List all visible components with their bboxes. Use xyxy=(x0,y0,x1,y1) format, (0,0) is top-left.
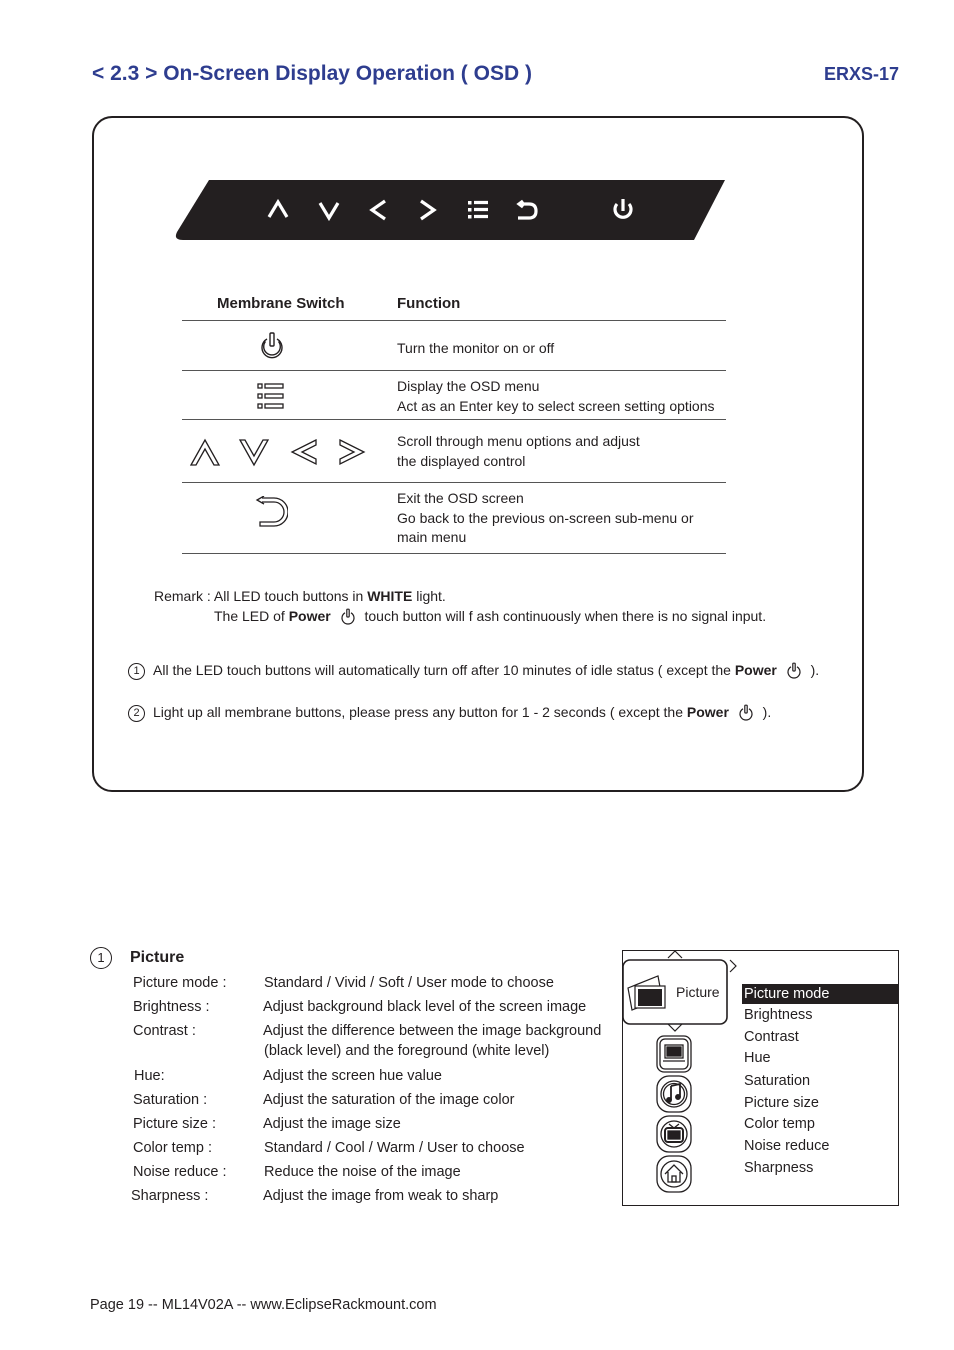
osd-menu-item[interactable]: Brightness xyxy=(744,1007,813,1023)
power-icon xyxy=(339,608,357,626)
table-divider xyxy=(182,482,726,483)
setting-label: Saturation : xyxy=(133,1092,208,1108)
number-badge: 1 xyxy=(90,947,112,969)
osd-menu-item[interactable]: Color temp xyxy=(744,1116,815,1132)
osd-menu-item[interactable]: Contrast xyxy=(744,1029,799,1045)
setting-label: Brightness : xyxy=(133,999,210,1015)
monitor-icon[interactable] xyxy=(657,1036,691,1072)
number-badge: 1 xyxy=(128,663,145,680)
page-footer: Page 19 -- ML14V02A -- www.EclipseRackmount.com xyxy=(90,1297,437,1313)
setting-desc: Adjust the saturation of the image color xyxy=(263,1092,515,1108)
table-divider xyxy=(182,320,726,321)
menu-icon xyxy=(257,382,285,410)
tv-icon[interactable] xyxy=(657,1116,691,1152)
up-icon xyxy=(191,440,219,465)
setting-label: Sharpness : xyxy=(131,1188,209,1204)
setting-label: Noise reduce : xyxy=(133,1164,227,1180)
menu-icon[interactable] xyxy=(468,201,488,219)
setting-desc: Standard / Vivid / Soft / User mode to choose xyxy=(264,975,554,991)
setting-desc: Adjust the screen hue value xyxy=(263,1068,442,1084)
music-icon[interactable] xyxy=(657,1076,691,1112)
table-row: Exit the OSD screen Go back to the previous on-screen sub-menu or main menu xyxy=(397,490,694,545)
arrows-icon xyxy=(188,436,368,468)
osd-menu-item[interactable]: Hue xyxy=(744,1050,771,1066)
remark-line-2: The LED of Power touch button will f ash continuously when there is no signal input. xyxy=(214,606,766,626)
osd-menu-item[interactable]: Picture mode xyxy=(744,986,830,1002)
setting-label: Color temp : xyxy=(133,1140,212,1156)
setting-desc: Adjust background black level of the screen image xyxy=(263,999,587,1015)
power-icon xyxy=(785,662,803,680)
setting-label: Picture mode : xyxy=(133,975,227,991)
setting-label: Picture size : xyxy=(133,1116,216,1132)
osd-menu-item[interactable]: Sharpness xyxy=(744,1160,814,1176)
table-row: Turn the monitor on or off xyxy=(397,340,555,356)
left-icon xyxy=(292,440,316,464)
table-row: Display the OSD menu Act as an Enter key to select screen setting options xyxy=(397,378,715,414)
osd-menu-item[interactable]: Saturation xyxy=(744,1073,811,1089)
model-name: ERXS-17 xyxy=(823,64,899,84)
power-icon xyxy=(257,331,287,361)
setting-desc: Reduce the noise of the image xyxy=(264,1164,461,1180)
setting-desc: Adjust the difference between the image background xyxy=(263,1023,602,1039)
number-badge: 2 xyxy=(128,705,145,722)
table-divider xyxy=(182,370,726,371)
note-1: 1 All the LED touch buttons will automatically turn off after 10 minutes of idle status ( except the Power ). xyxy=(128,662,819,680)
right-icon xyxy=(340,440,364,464)
back-icon xyxy=(254,496,288,528)
page-title: < 2.3 > On-Screen Display Operation ( OSD ) xyxy=(92,62,532,85)
col-function-header: Function xyxy=(397,295,461,312)
table-divider xyxy=(182,553,726,554)
remark-line-1: Remark : All LED touch buttons in WHITE light. xyxy=(154,588,446,604)
power-icon xyxy=(737,704,755,722)
setting-label: Hue: xyxy=(134,1068,165,1084)
osd-menu-item[interactable]: Noise reduce xyxy=(744,1138,830,1154)
setting-label: Contrast : xyxy=(133,1023,196,1039)
home-icon[interactable] xyxy=(657,1156,691,1192)
table-row: Scroll through menu options and adjust the displayed control xyxy=(397,433,640,469)
setting-desc: Adjust the image size xyxy=(263,1116,401,1132)
note-2: 2 Light up all membrane buttons, please press any button for 1 - 2 seconds ( except the Power ). xyxy=(128,704,771,722)
membrane-bar xyxy=(175,180,727,242)
picture-section-title: 1 Picture xyxy=(90,947,184,969)
setting-desc: Adjust the image from weak to sharp xyxy=(263,1188,499,1204)
down-icon xyxy=(240,440,268,465)
table-divider xyxy=(182,419,726,420)
setting-desc: Standard / Cool / Warm / User to choose xyxy=(264,1140,525,1156)
col-switch-header: Membrane Switch xyxy=(217,295,345,312)
osd-tab-label: Picture xyxy=(676,984,720,1000)
osd-menu-item[interactable]: Picture size xyxy=(744,1095,819,1111)
setting-desc: (black level) and the foreground (white level) xyxy=(264,1043,550,1059)
osd-side-icons xyxy=(655,1035,693,1193)
